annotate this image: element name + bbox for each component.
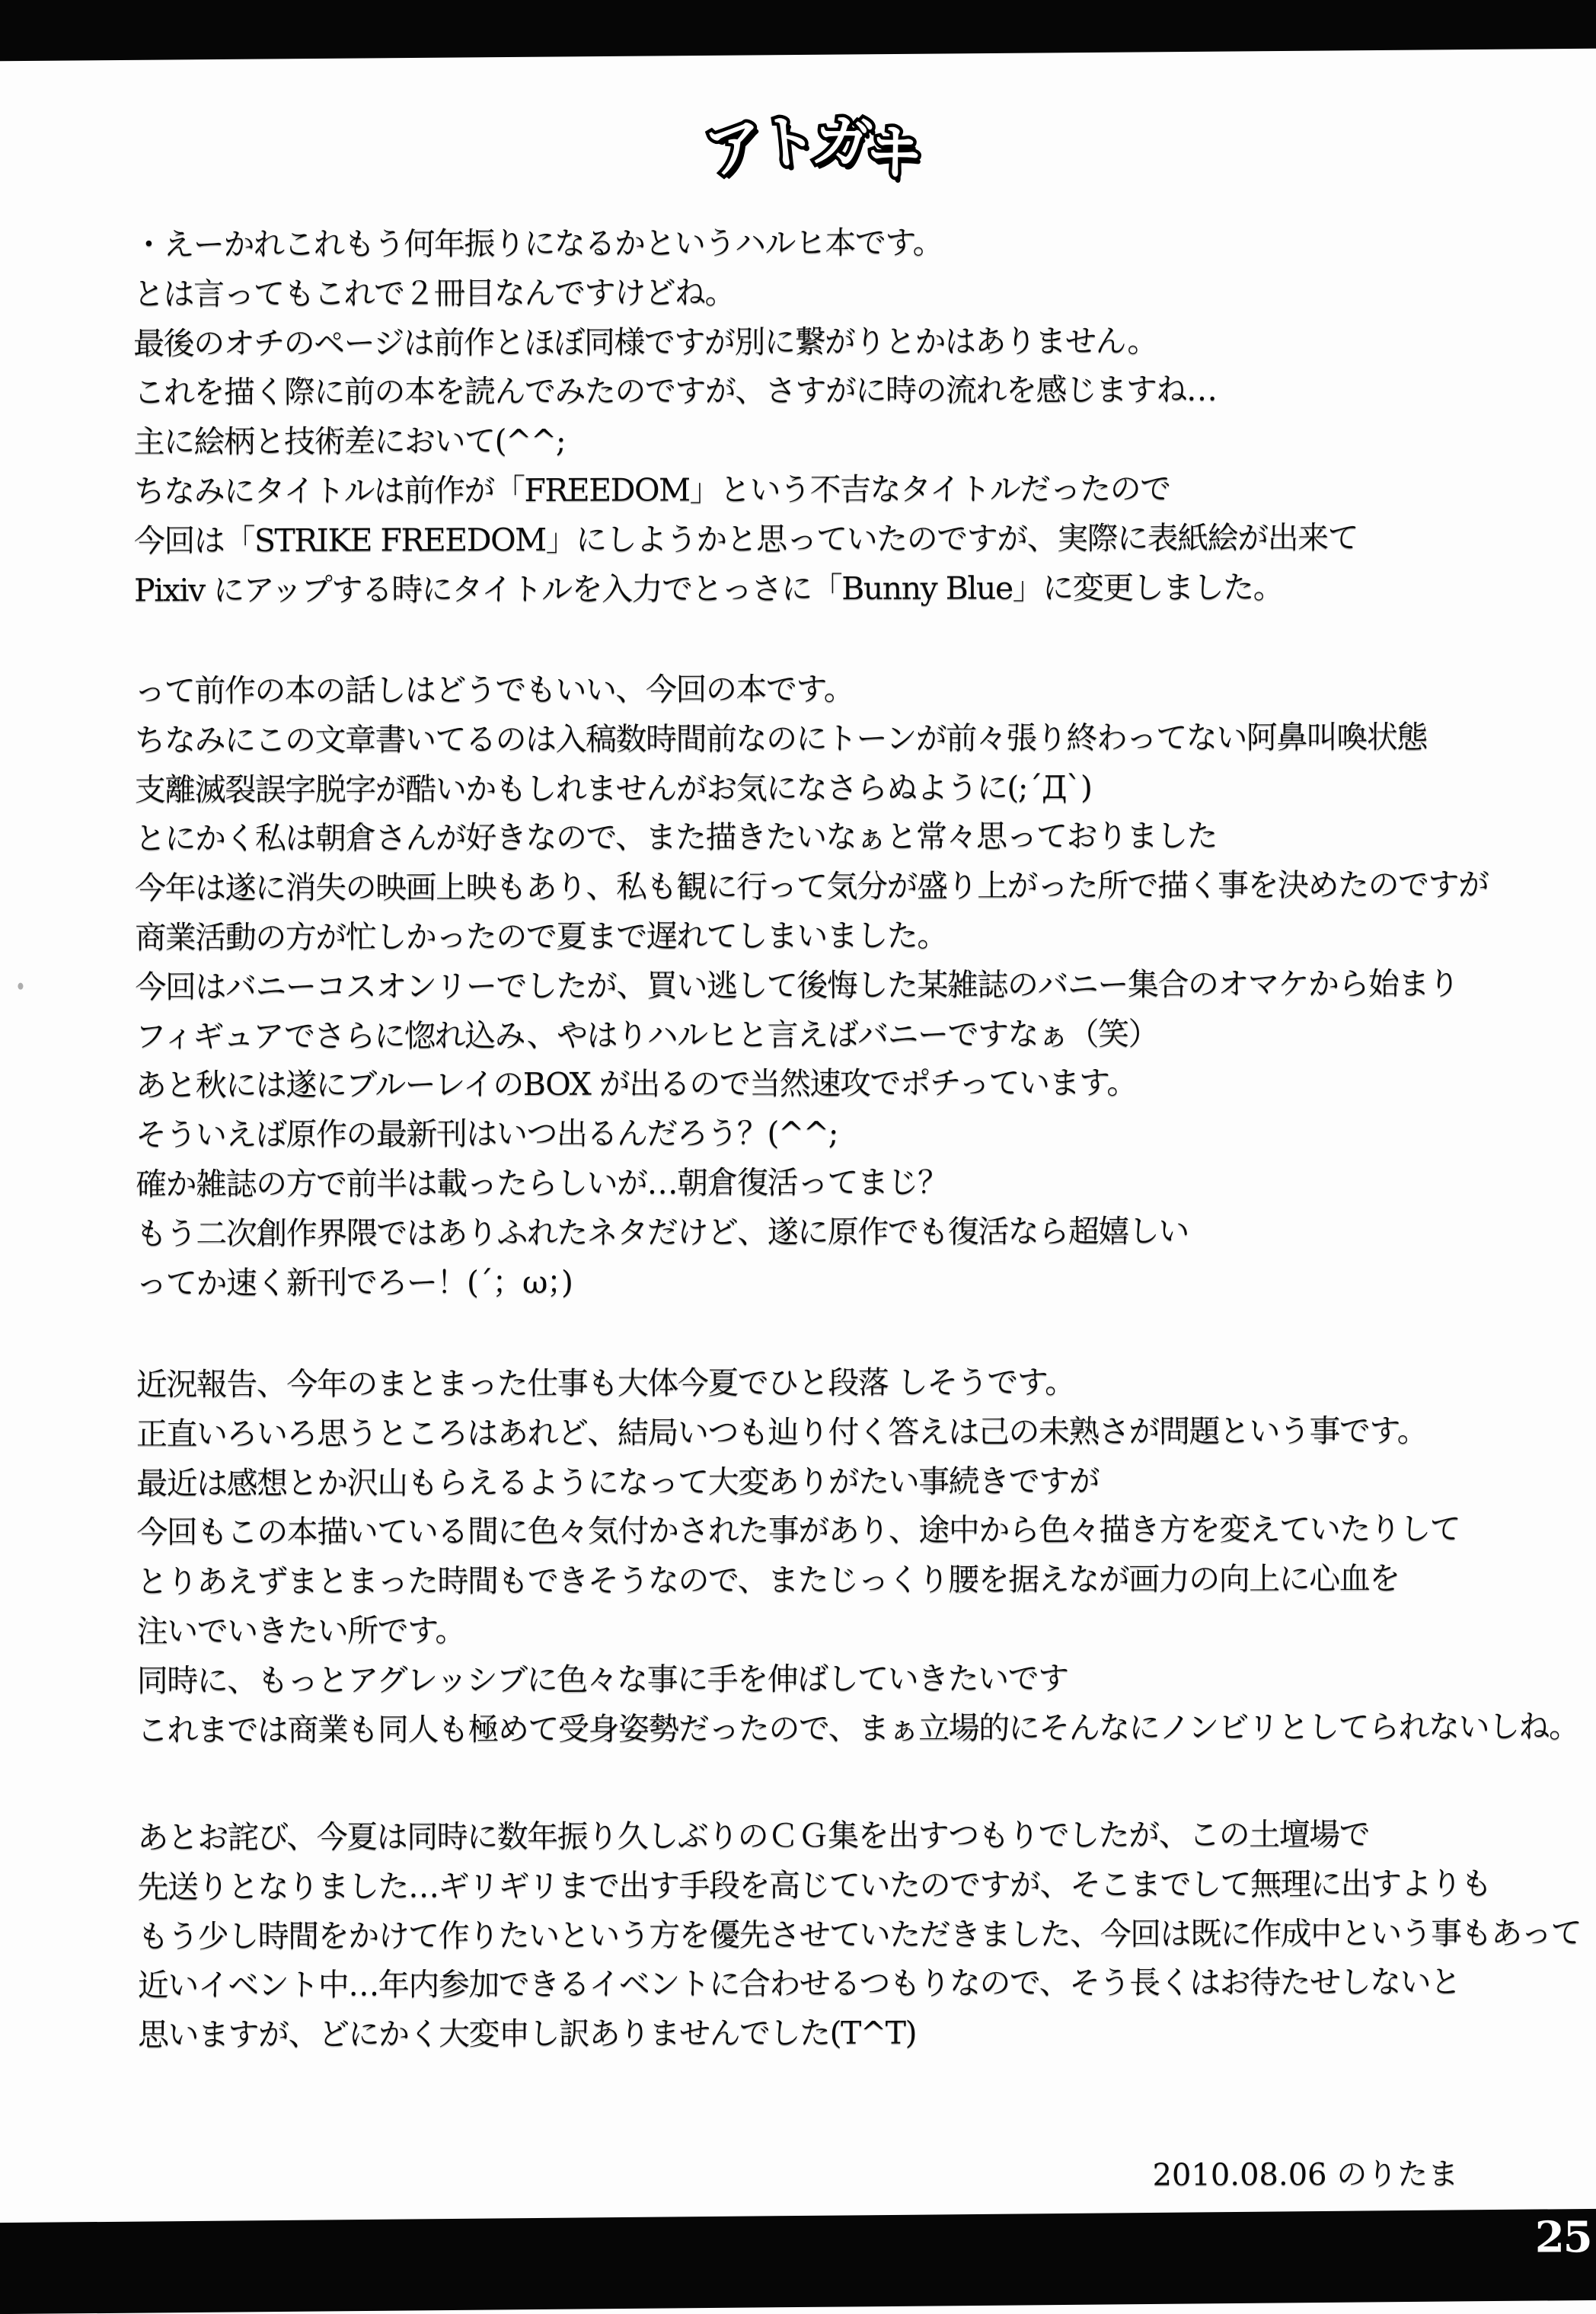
text-line: 注いでいきたい所です。 (136, 1612, 465, 1650)
text-line: 今年は遂に消失の映画上映もあり、私も観に行って気分が盛り上がった所で描く事を決めたのですが (135, 866, 1489, 907)
text-line: 今回は「STRIKE FREEDOM」にしようかと思っていたのですが、実際に表紙絵が出来て (133, 519, 1358, 560)
text-line: 近いイベント中…年内参加できるイベントに合わせるつもりなので、そう長くはお待たせしないと (137, 1964, 1460, 2004)
page-number: 25 (1534, 2212, 1591, 2263)
text-line: 主に絵柄と技術差において(^^; (133, 422, 566, 461)
text-line: ちなみにタイトルは前作が「FREEDOM」という不吉なタイトルだったので (133, 470, 1170, 510)
text-line: 思いますが、どにかく大変申し訳ありませんでした(T^T) (138, 2014, 917, 2054)
text-line: とりあえずまとまった時間もできそうなので、またじっくり腰を据えなが画力の向上に心血を (136, 1560, 1400, 1601)
text-line: これを描く際に前の本を読んでみたのですが、さすがに時の流れを感じますね… (133, 371, 1217, 411)
text-line: 先送りとなりました…ギリギリまで出す手段を高じていたのですが、そこまでして無理に出すよりも (137, 1865, 1492, 1906)
afterword-paragraph-1 (133, 217, 1358, 615)
text-line: これまでは商業も同人も極めて受身姿勢だったので、まぁ立場的にそんなにノンビリとしてられないしね。 (136, 1707, 1579, 1748)
text-line: とにかく私は朝倉さんが好きなので、また描きたいなぁと常々思っておりました (134, 817, 1218, 857)
text-line: もう二次創作界隈ではありふれたネタだけど、遂に原作でも復活なら超嬉しい (136, 1212, 1189, 1253)
text-line: 最後のオチのページは前作とほぼ同様ですが別に繋がりとかはありません。 (133, 322, 1157, 362)
title-character: キ (858, 113, 927, 192)
text-line: 同時に、もっとアグレッシブに色々な事に手を伸ばしていきたいです (136, 1659, 1068, 1700)
text-line: フィギュアでさらに惚れ込み、やはりハルヒと言えばバニーですなぁ（笑） (135, 1015, 1159, 1055)
afterword-paragraph-2 (134, 663, 1489, 1308)
text-line: って前作の本の話しはどうでもいい、今回の本です。 (134, 670, 854, 710)
title-character: ガ (809, 104, 873, 179)
text-line: そういえば原作の最新刊はいつ出るんだろう？(^^; (135, 1115, 838, 1154)
text-line: 近況報告、今年のまとまった仕事も大体今夏でひと段落 しそうです。 (136, 1364, 1075, 1403)
text-line: 正直いろいろ思うところはあれど、結局いつも辿り付く答えは己の未熟さが問題という事です。 (136, 1412, 1428, 1453)
top-border-bar (0, 0, 1596, 61)
text-line: もう少し時間をかけて作りたいという方を優先させていただきました、今回は既に作成中という事もあって (137, 1913, 1582, 1955)
title-character: ト (755, 105, 818, 179)
afterword-paragraph-3 (136, 1356, 1579, 1754)
text-line: 今回はバニーコスオンリーでしたが、買い逃して後悔した某雑誌のバニー集合のオマケから始まり (135, 965, 1459, 1006)
text-line: 商業活動の方が忙しかったので夏まで遅れてしまいました。 (135, 917, 947, 956)
text-line: ・えーかれこれもう何年振りになるかというハルヒ本です。 (132, 224, 943, 263)
text-line: 今回もこの本描いている間に色々気付かされた事があり、途中から色々描き方を変えていたりして (136, 1511, 1460, 1551)
text-line: あと秋には遂にブルーレイのBOX が出るので当然速攻でポチっています。 (135, 1064, 1137, 1104)
text-line: Pixiv にアップする時にタイトルを入力でとっさに「Bunny Blue」に変更しました。 (134, 568, 1284, 608)
text-line: とは言ってもこれで２冊目なんですけどね。 (133, 274, 736, 313)
title-character: ア (698, 108, 769, 188)
text-line: 支離滅裂誤字脱字が酷いかもしれませんがお気になさらぬように(;´Д`) (134, 768, 1092, 808)
text-line: あとお詫び、今夏は同時に数年振り久しぶりのＣＧ集を出すつもりでしたが、この土壇場で (137, 1816, 1370, 1856)
signature-date: 2010.08.06 のりたま (1152, 2156, 1459, 2193)
text-line: ってか速く新刊でろー！(´；ω；) (136, 1263, 573, 1301)
bottom-border-bar (0, 2209, 1596, 2314)
text-line: 確か雑誌の方で前半は載ったらしいが…朝倉復活ってまじ？ (136, 1163, 948, 1203)
text-line: 最近は感想とか沢山もらえるようになって大変ありがたい事続きですが (136, 1462, 1100, 1502)
afterword-title (698, 97, 927, 192)
afterword-paragraph-4 (137, 1809, 1581, 2060)
scan-speck-artifact (18, 983, 23, 990)
text-line: ちなみにこの文章書いてるのは入稿数時間前なのにトーンが前々張り終わってない阿鼻叫喚状態 (134, 718, 1427, 759)
